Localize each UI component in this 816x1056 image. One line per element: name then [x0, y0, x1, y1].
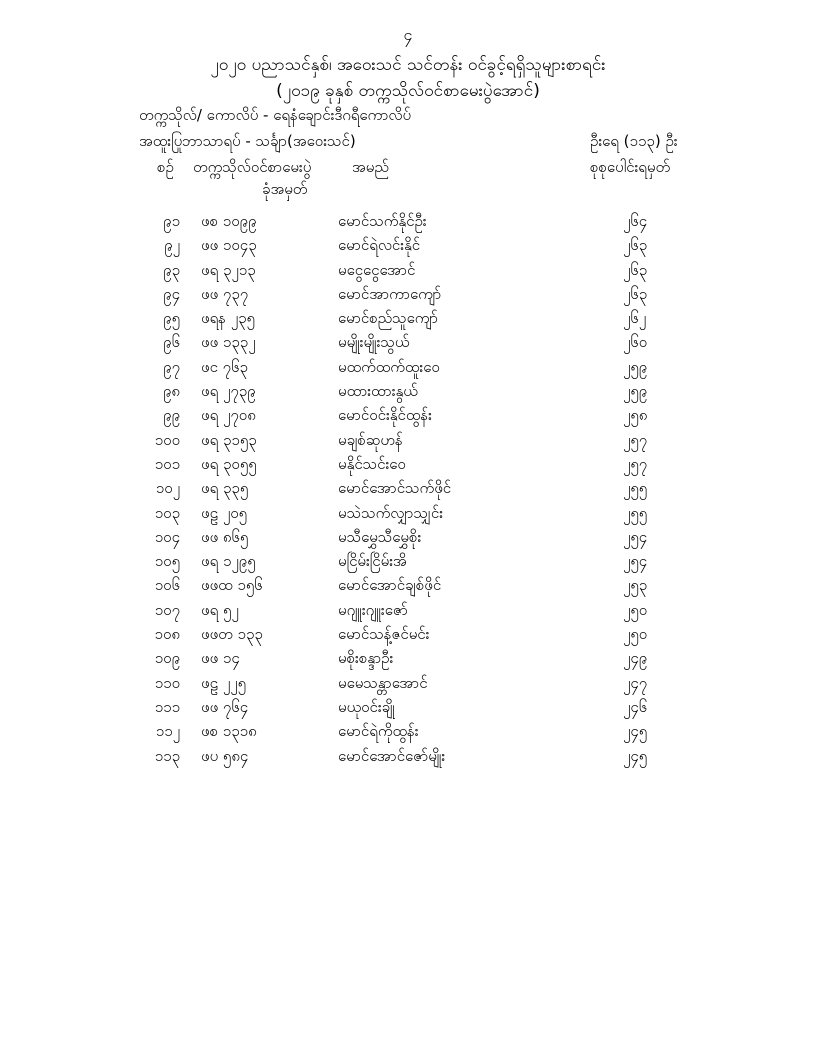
row-total-marks: ၂၆၃	[623, 260, 648, 279]
table-row	[0, 232, 816, 256]
row-student-name: မောင်သန့်ဇင်မင်း	[338, 625, 430, 644]
row-total-marks: ၂၆၀	[623, 333, 648, 352]
table-row	[0, 694, 816, 718]
row-total-marks: ၂၅၄	[623, 527, 648, 546]
row-total-marks: ၂၆၄	[623, 212, 648, 230]
row-serial-no: ၉၄	[163, 284, 180, 303]
row-total-marks: ၂၅၄	[623, 552, 648, 571]
row-serial-no: ၉၅	[163, 309, 180, 328]
row-student-name: မောင်အောင်ချစ်ဖိုင်	[338, 576, 442, 595]
table-row	[0, 645, 816, 669]
row-student-name: မထက်ထက်ထူးဝေ	[338, 357, 440, 376]
row-serial-no: ၉၃	[163, 260, 180, 279]
row-student-name: မငွေငွေအောင်	[338, 260, 416, 279]
row-roll-number: ဖဖ ၇၆၄	[201, 697, 249, 716]
row-student-name: မမျိုးမျိုးသွယ်	[338, 333, 410, 352]
row-serial-no: ၁၀၅	[154, 552, 180, 571]
row-student-name: မောင်အောင်ဇော်မျိုး	[338, 746, 446, 765]
row-serial-no: ၉၁	[163, 212, 180, 230]
row-student-name: မောင်အောင်သက်ဖိုင်	[338, 479, 452, 498]
row-serial-no: ၁၀၄	[154, 527, 180, 546]
student-list	[0, 208, 816, 767]
row-student-name: မယုဝင်းချို	[338, 697, 395, 716]
row-serial-no: ၁၀၁	[154, 454, 180, 473]
table-row	[0, 281, 816, 305]
row-serial-no: ၁၀၃	[154, 503, 180, 522]
row-student-name: မမေသန္တာအောင်	[338, 673, 428, 692]
row-total-marks: ၂၄၅	[623, 722, 648, 741]
row-roll-number: ဖစ ၁၃၁၈	[201, 722, 257, 741]
row-total-marks: ၂၅၃	[623, 576, 648, 595]
row-total-marks: ၂၅၅	[623, 503, 648, 522]
row-student-name: မောင်သက်နိုင်ဦး	[338, 212, 427, 230]
row-serial-no: ၁၁၀	[154, 673, 180, 692]
row-roll-number: ဖင ၇၆၃	[201, 357, 248, 376]
row-roll-number: ဖရ ၃၁၅၃	[201, 430, 257, 449]
row-roll-number: ဖဖထ ၁၅၆	[201, 576, 263, 595]
row-roll-number: ဖရ ၂၇၃၉	[201, 382, 256, 401]
row-roll-number: ဖရ ၅၂	[201, 600, 239, 619]
row-roll-number: ဖရ ၁၂၉၅	[201, 552, 256, 571]
table-row	[0, 257, 816, 281]
row-student-name: မနိုင်သင်းဝေ	[338, 454, 406, 473]
row-total-marks: ၂၆၂	[623, 309, 647, 328]
row-roll-number: ဖဖ ၁၃၃၂	[201, 333, 256, 352]
row-total-marks: ၂၅၇	[623, 454, 648, 473]
table-row	[0, 548, 816, 572]
row-total-marks: ၂၅၉	[623, 357, 648, 376]
row-serial-no: ၁၀၆	[154, 576, 180, 595]
table-row	[0, 572, 816, 596]
row-total-marks: ၂၆၃	[623, 284, 648, 303]
row-roll-number: ဖဖတ ၁၃၃	[201, 625, 263, 644]
row-serial-no: ၁၁၂	[155, 722, 180, 741]
row-serial-no: ၁၀၈	[154, 625, 180, 644]
table-row	[0, 524, 816, 548]
row-roll-number: ဖရ ၃၀၅၅	[201, 454, 257, 473]
row-student-name: မောင်စည်သူကျော်	[338, 309, 439, 328]
row-serial-no: ၁၁၃	[154, 746, 180, 765]
row-serial-no: ၁၀၂	[155, 479, 180, 498]
table-row	[0, 305, 816, 329]
header-roll-number-line2: ခုံအမှတ်	[262, 180, 308, 198]
row-total-marks: ၂၅၉	[623, 382, 648, 401]
row-serial-no: ၉၂	[164, 236, 180, 255]
table-row	[0, 402, 816, 426]
row-student-name: မထားထားနွယ်	[338, 382, 418, 401]
table-row	[0, 743, 816, 767]
school-name: တက္ကသိုလ်/ ကောလိပ် - ရေနံချောင်းဒီဂရီကောလိပ်	[139, 106, 412, 124]
table-row	[0, 597, 816, 621]
row-serial-no: ၉၆	[163, 333, 180, 352]
row-roll-number: ဖပ ၅၈၄	[201, 746, 249, 765]
row-student-name: မောင်ရဲလင်းနိုင်	[338, 236, 421, 255]
table-row	[0, 500, 816, 524]
row-total-marks: ၂၄၇	[623, 673, 648, 692]
header-name: အမည်	[352, 158, 389, 176]
row-total-marks: ၂၅၀	[623, 625, 648, 644]
row-student-name: မောင်ဝင်းနိုင်ထွန်း	[338, 406, 432, 425]
document-subtitle: (၂၀၁၉ ခုနှစ် တက္ကသိုလ်ဝင်စာမေးပွဲအောင်)	[276, 81, 540, 101]
row-serial-no: ၁၀၀	[154, 430, 180, 449]
table-row	[0, 621, 816, 645]
student-count: ဦးရေ (၁၁၃) ဦး	[590, 132, 678, 150]
row-roll-number: ဖစ ၁၀၉၉	[201, 212, 257, 230]
page-number: ၄	[403, 25, 413, 44]
table-row	[0, 354, 816, 378]
row-serial-no: ၉၇	[163, 357, 180, 376]
row-roll-number: ဖဠ ၂၀၅	[201, 503, 248, 522]
row-student-name: မစိုးစန္ဒာဦး	[338, 649, 394, 668]
row-roll-number: ဖဖ ၁၄	[201, 649, 240, 668]
row-serial-no: ၁၀၇	[154, 600, 180, 619]
header-total-marks: စုစုပေါင်းရမှတ်	[590, 158, 671, 176]
row-total-marks: ၂၅၈	[623, 406, 648, 425]
row-serial-no: ၉၉	[163, 406, 180, 425]
table-row	[0, 378, 816, 402]
row-roll-number: ဖဖ ၁၀၄၃	[201, 236, 257, 255]
row-student-name: မသီမွှေသီမွှေစိုး	[338, 527, 422, 546]
row-student-name: မောင်ရဲကိုထွန်း	[338, 722, 419, 741]
table-row	[0, 718, 816, 742]
table-row	[0, 427, 816, 451]
row-serial-no: ၁၁၁	[154, 697, 180, 716]
row-total-marks: ၂၅၅	[623, 479, 648, 498]
row-student-name: မငြိမ်းငြိမ်းအိ	[338, 552, 407, 571]
row-roll-number: ဖဖ ၈၆၅	[201, 527, 249, 546]
row-total-marks: ၂၅၀	[623, 600, 648, 619]
table-row	[0, 475, 816, 499]
row-total-marks: ၂၅၇	[623, 430, 648, 449]
row-roll-number: ဖရ ၃၃၅	[201, 479, 249, 498]
row-student-name: မချစ်ဆုဟန်	[338, 430, 403, 449]
table-row	[0, 451, 816, 475]
row-roll-number: ဖရ ၂၇၀၈	[201, 406, 256, 425]
row-serial-no: ၁၀၉	[154, 649, 180, 668]
row-student-name: မောင်အာကာကျော်	[338, 284, 442, 303]
row-student-name: မဂျူးဂျူးဇော်	[338, 600, 408, 619]
table-row	[0, 208, 816, 232]
header-serial-no: စဉ်	[157, 158, 174, 176]
table-row	[0, 329, 816, 353]
header-roll-number: တက္ကသိုလ်ဝင်စာမေးပွဲ	[193, 158, 312, 176]
row-total-marks: ၂၄၆	[623, 697, 648, 716]
subject-label: အထူးပြုဘာသာရပ် - သင်္ချာ(အဝေးသင်)	[139, 132, 356, 150]
row-roll-number: ဖဖ ၇၃၇	[201, 284, 249, 303]
row-serial-no: ၉၈	[162, 382, 180, 401]
row-roll-number: ဖရန ၂၃၅	[201, 309, 255, 328]
table-row	[0, 670, 816, 694]
row-roll-number: ဖရ ၃၂၁၃	[201, 260, 256, 279]
document-title: ၂၀၂၀ ပညာသင်နှစ်၊ အဝေးသင် သင်တန်း ဝင်ခွင့်ရရှိသူများစာရင်း	[210, 55, 606, 75]
row-total-marks: ၂၆၃	[623, 236, 648, 255]
row-student-name: မသဲသက်လျှာသျှင်း	[338, 503, 444, 522]
row-total-marks: ၂၄၉	[623, 649, 648, 668]
row-roll-number: ဖဠ ၂၂၅	[201, 673, 247, 692]
row-total-marks: ၂၄၅	[623, 746, 648, 765]
